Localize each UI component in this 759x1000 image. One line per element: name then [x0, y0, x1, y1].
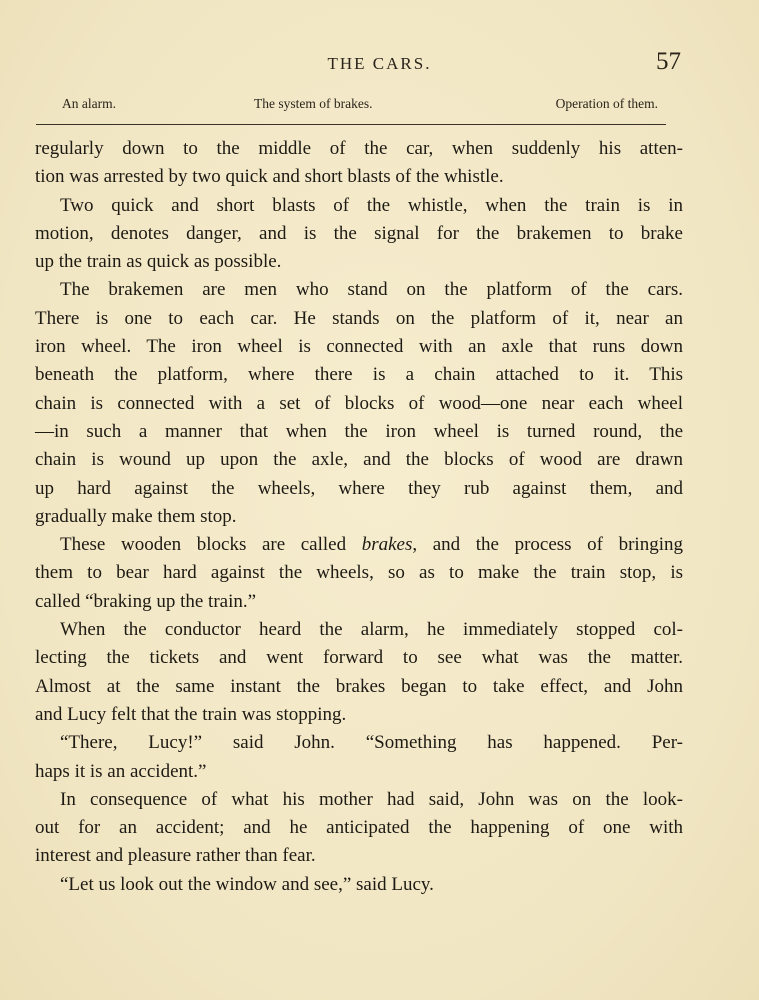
text-line-part: These wooden blocks are called: [60, 534, 362, 556]
text-line: called “braking up the train.”: [35, 590, 257, 612]
text-line: “There, Lucy!” said John. “Something has happened. Per-: [60, 732, 683, 754]
subheading-right: Operation of them.: [555, 96, 658, 111]
text-line: Almost at the same instant the brakes began to take effect, and John: [35, 675, 683, 697]
text-line: interest and pleasure rather than fear.: [35, 845, 316, 867]
header-rule: [36, 124, 666, 125]
text-line: chain is wound up upon the axle, and the blocks of wood are drawn: [35, 449, 683, 471]
text-line: regularly down to the middle of the car, when suddenly his atten-: [35, 138, 683, 159]
text-line: and Lucy felt that the train was stopping.: [35, 703, 347, 725]
text-line: them to bear hard against the wheels, so as to make the train stop, is: [35, 562, 683, 584]
text-line: iron wheel. The iron wheel is connected with an axle that runs down: [35, 336, 683, 358]
text-line: out for an accident; and he anticipated the happening of one with: [35, 817, 683, 839]
italic-term: brakes: [361, 534, 413, 556]
text-line: [35, 531, 683, 559]
text-line: gradually make them stop.: [35, 505, 237, 527]
running-head: [0, 48, 759, 78]
text-line: haps it is an accident.”: [35, 760, 207, 782]
text-line: up the train as quick as possible.: [35, 251, 282, 273]
chapter-subheadings: [62, 96, 658, 116]
text-line: tion was arrested by two quick and short blasts of the whistle.: [35, 166, 504, 188]
body-text: [35, 135, 683, 899]
subheading-left: An alarm.: [62, 96, 116, 111]
text-line: “Let us look out the window and see,” said Lucy.: [60, 873, 434, 895]
running-title: THE CARS.: [327, 54, 432, 73]
text-line: motion, denotes danger, and is the signal for the brakemen to brake: [35, 222, 683, 244]
text-line: The brakemen are men who stand on the platform of the cars.: [60, 279, 683, 301]
text-line: lecting the tickets and went forward to see what was the matter.: [35, 647, 683, 669]
text-line: Two quick and short blasts of the whistle, when the train is in: [60, 194, 683, 216]
text-line: There is one to each car. He stands on the platform of it, near an: [35, 307, 683, 329]
text-line: —in such a manner that when the iron wheel is turned round, the: [35, 420, 683, 442]
text-line-part: , and the process of bringing: [412, 534, 683, 556]
text-line: chain is connected with a set of blocks of wood—one near each wheel: [35, 392, 683, 414]
page-number: 57: [656, 48, 681, 75]
text-line: beneath the platform, where there is a chain attached to it. This: [35, 364, 683, 386]
text-line: When the conductor heard the alarm, he immediately stopped col-: [60, 619, 683, 641]
text-line: up hard against the wheels, where they rub against them, and: [35, 477, 683, 499]
subheading-center: The system of brakes.: [254, 96, 373, 111]
text-line: In consequence of what his mother had said, John was on the look-: [60, 788, 683, 810]
